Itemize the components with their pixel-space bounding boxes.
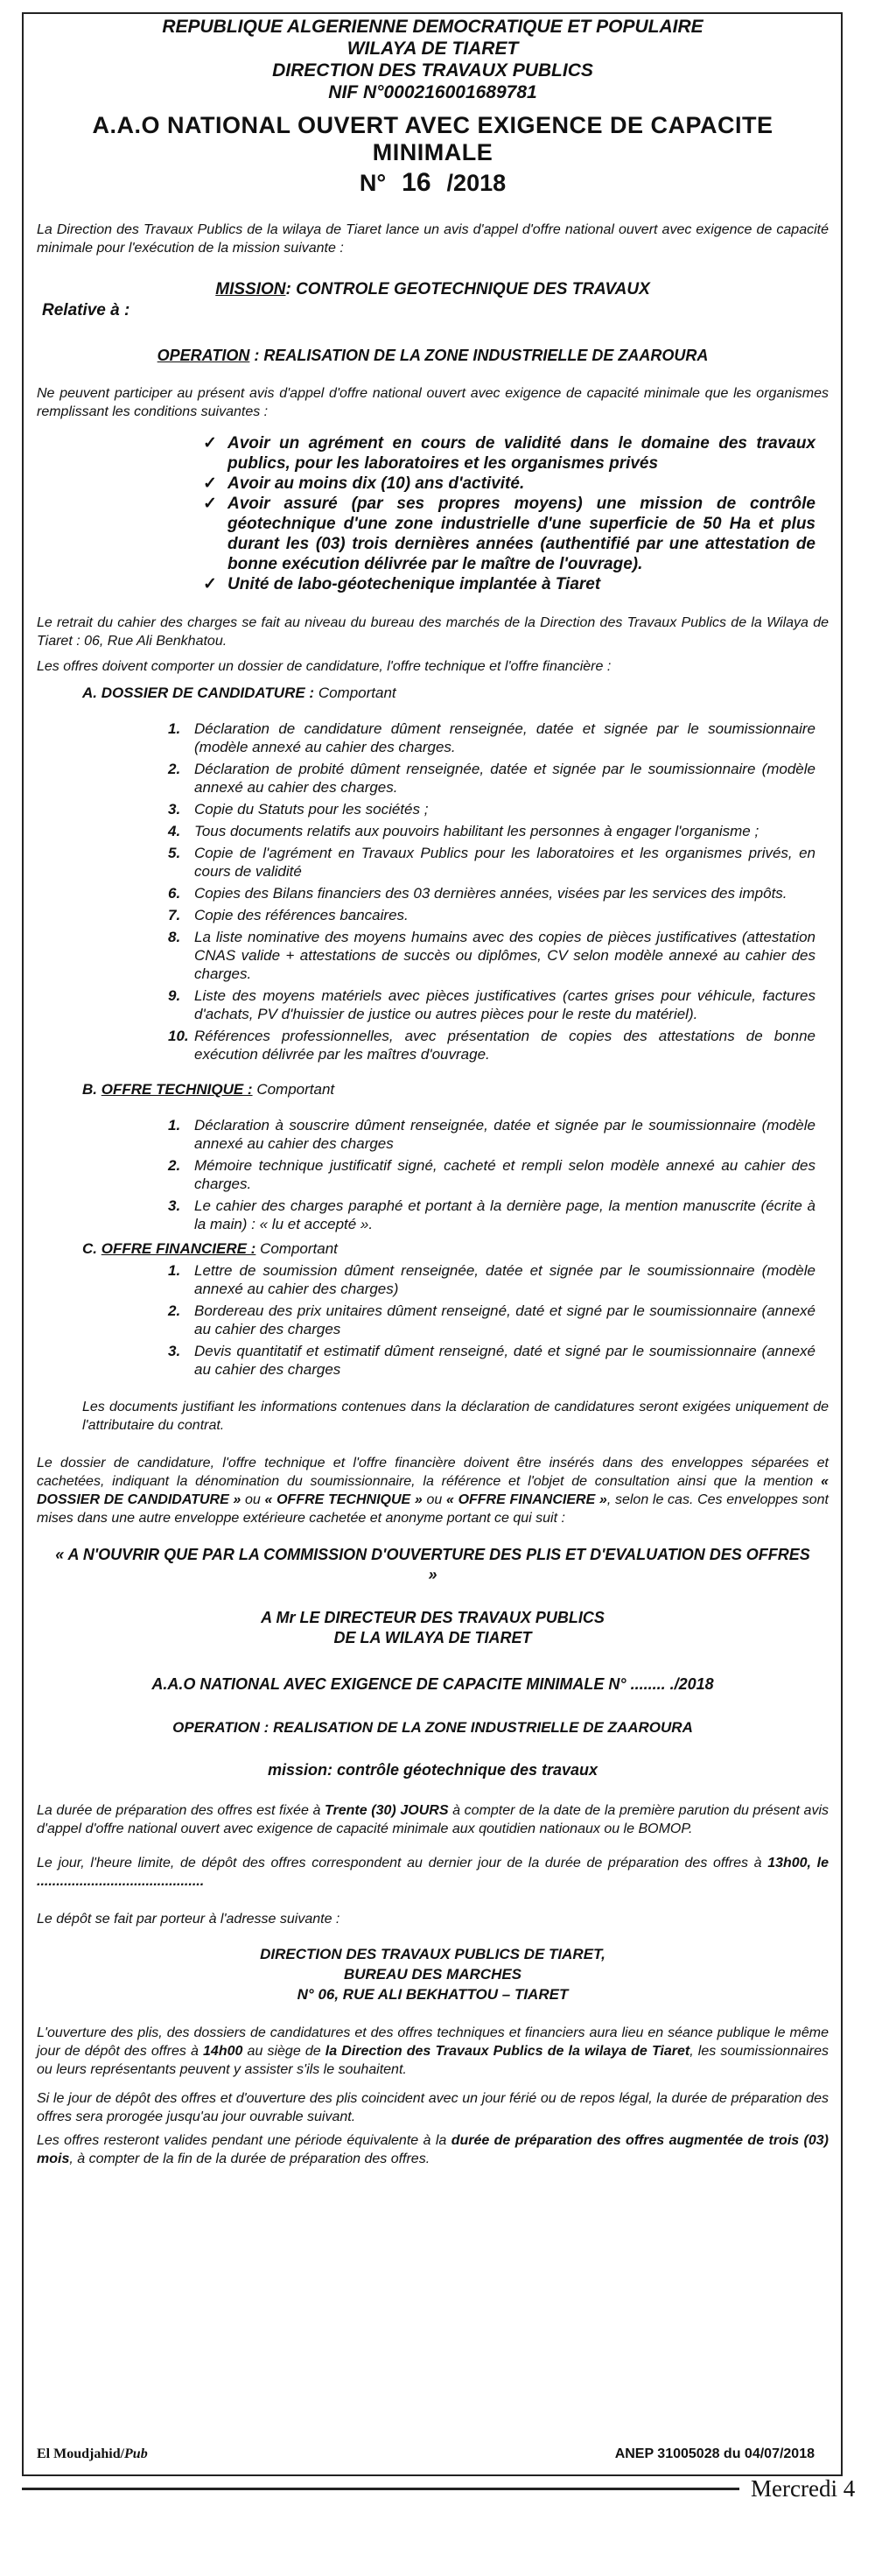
list-item: 3. Copie du Statuts pour les sociétés ; xyxy=(168,801,429,818)
ne-ouvrir-mention: « A N'OUVRIR QUE PAR LA COMMISSION D'OUVERTURE DES PLIS ET D'EVALUATION DES OFFRES » xyxy=(55,1546,810,1583)
list-item: 1. Déclaration de candidature dûment renseignée, datée et signée par le soumissionnaire (modèle annexé au cahier des charges. xyxy=(168,720,816,755)
ferie-paragraph: Si le jour de dépôt des offres et d'ouverture des plis coincident avec un jour férié ou de repos légal, la durée de préparation des offres sera prorogée jusqu'au jour ouvrable suivant. xyxy=(37,2091,829,2124)
mission-text: : CONTROLE GEOTECHNIQUE DES TRAVAUX xyxy=(285,280,650,298)
enveloppes-paragraph: Le dossier de candidature, l'offre technique et l'offre financière doivent être insérés dans des enveloppes séparées et cachetées, indiquant la dénomination du soumissionnaire, la référence et l'objet de consultation ainsi que la mention « DOSSIER DE CANDIDATURE » ou « OFFRE TECHNIQUE » ou « OFFRE FINANCIERE », selon le cas. Ces enveloppes sont mises dans une autre enveloppe extérieure cachetée et anonyme portant ce qui suit : xyxy=(37,1456,829,1526)
jour-paragraph: Le jour, l'heure limite, de dépôt des offres correspondent au dernier jour de la durée de préparation des offres à 13h00, le ........................................... xyxy=(37,1856,829,1889)
list-item: 2. Bordereau des prix unitaires dûment renseigné, daté et signé par le soumissionnaire (annexé au cahier des charges xyxy=(168,1302,816,1337)
intro-paragraph: La Direction des Travaux Publics de la wilaya de Tiaret lance un avis d'appel d'offre national ouvert avec exigence de capacité minimale pour l'exécution de la mission suivante : xyxy=(37,222,829,256)
operation-line xyxy=(37,347,829,365)
number-value: 16 xyxy=(402,168,431,197)
list-item: 1. Déclaration à souscrire dûment renseignée, datée et signée par le soumissionnaire (modèle annexé au cahier des charges xyxy=(168,1117,816,1152)
list-item: 2. Mémoire technique justificatif signé, cacheté et rempli selon modèle annexé au cahier des charges. xyxy=(168,1157,816,1192)
aao-line: A.A.O NATIONAL AVEC EXIGENCE DE CAPACITE MINIMALE N° ........ ./2018 xyxy=(151,1675,714,1693)
retrait-paragraph: Le retrait du cahier des charges se fait au niveau du bureau des marchés de la Direction des Travaux Publics de la Wilaya de Tiaret : 06, Rue Ali Benkhatou. xyxy=(37,615,829,649)
depot-paragraph: Le dépôt se fait par porteur à l'adresse suivante : xyxy=(37,1912,340,1927)
section-b-title: B. OFFRE TECHNIQUE : Comportant xyxy=(82,1081,335,1098)
list-item: 5. Copie de l'agrément en Travaux Publics pour les laboratoires et les organismes privés, en cours de validité xyxy=(168,845,816,880)
list-item: 7. Copie des références bancaires. xyxy=(168,907,409,923)
section-b-list xyxy=(168,1116,816,1233)
destinataire-line2: DE LA WILAYA DE TIARET xyxy=(333,1629,532,1646)
duree-paragraph: La durée de préparation des offres est fixée à Trente (30) JOURS à compter de la date de la première parution du présent avis d'appel d'offre national ouvert avec exigence de capacité minimale aux qoutidien nationaux ou le BOMOP. xyxy=(37,1803,830,1836)
number-suffix: /2018 xyxy=(446,170,507,196)
justif-paragraph: Les documents justifiant les informations contenues dans la déclaration de candidatures seront exigées uniquement de l'attributaire du contrat. xyxy=(82,1400,829,1433)
number-prefix: N° xyxy=(359,170,387,196)
adresse-line1: DIRECTION DES TRAVAUX PUBLICS DE TIARET, xyxy=(260,1946,606,1962)
check-icon: ✓ xyxy=(203,474,217,493)
adresse-line3: N° 06, RUE ALI BEKHATTOU – TIARET xyxy=(297,1986,569,2003)
header-wilaya: WILAYA DE TIARET xyxy=(346,39,519,59)
check-icon: ✓ xyxy=(203,495,217,513)
eligibility-paragraph: Ne peuvent participer au présent avis d'appel d'offre national ouvert avec exigence de capacité minimale que les organismes remplissant les conditions suivantes : xyxy=(37,386,829,419)
validite-paragraph: Les offres resteront valides pendant une période équivalente à la durée de préparation des offres augmentée de trois (03) mois, à compter de la fin de la durée de préparation des offres. xyxy=(37,2133,829,2166)
conditions-list xyxy=(203,433,816,594)
mission-line xyxy=(37,280,829,299)
header-nif: NIF N°000216001689781 xyxy=(328,82,537,102)
adresse-line2: BUREAU DES MARCHES xyxy=(343,1966,522,1983)
mission-label: MISSION xyxy=(215,280,286,298)
page-rule xyxy=(22,2488,739,2490)
destinataire-line1: A Mr LE DIRECTEUR DES TRAVAUX PUBLICS xyxy=(261,1609,605,1626)
list-item: 2. Déclaration de probité dûment renseignée, datée et signée par le soumissionnaire (modèle annexé au cahier des charges. xyxy=(168,761,816,796)
condition-item: ✓ Avoir un agrément en cours de validité dans le domaine des travaux publics, pour les laboratoires et les organismes privés xyxy=(203,434,816,473)
publisher-credit: El Moudjahid/Pub xyxy=(37,2446,148,2461)
relative-label: Relative à : xyxy=(42,301,130,319)
list-item: 8. La liste nominative des moyens humains avec des copies de pièces justificatives (attestation CNAS valide + attestations de succès ou diplômes, CV selon modèle annexé au cahier des charges. xyxy=(168,929,816,982)
notice-content xyxy=(37,16,829,2168)
operation-text: : REALISATION DE LA ZONE INDUSTRIELLE DE ZAAROURA xyxy=(254,347,709,364)
list-item: 1. Lettre de soumission dûment renseignée, datée et signée par le soumissionnaire (modèle annexé au cahier des charges) xyxy=(168,1262,816,1297)
condition-item: ✓ Unité de labo-géotechenique implantée à Tiaret xyxy=(203,575,601,593)
page-day: Mercredi 4 xyxy=(751,2475,856,2502)
list-item: 6. Copies des Bilans financiers des 03 dernières années, visées par les services des impôts. xyxy=(168,885,788,902)
header-republic: REPUBLIQUE ALGERIENNE DEMOCRATIQUE ET POPULAIRE xyxy=(162,17,704,37)
list-item: 3. Le cahier des charges paraphé et portant à la dernière page, la mention manuscrite (écrite à la main) : « lu et accepté ». xyxy=(168,1197,816,1232)
notice-title: A.A.O NATIONAL OUVERT AVEC EXIGENCE DE CAPACITE MINIMALE xyxy=(92,112,774,165)
list-item: 9. Liste des moyens matériels avec pièces justificatives (cartes grises pour véhicule, factures d'achats, PV d'huissier de justice ou autres pièces pour le reste du matériel). xyxy=(168,987,816,1022)
mission2-line: mission: contrôle géotechnique des travaux xyxy=(267,1761,598,1779)
check-icon: ✓ xyxy=(203,434,217,453)
anep-reference: ANEP 31005028 du 04/07/2018 xyxy=(614,2446,815,2461)
condition-item: ✓ Avoir assuré (par ses propres moyens) une mission de contrôle géotechnique d'une zone industrielle d'une superficie de 50 Ha et plus durant les (03) trois dernières années (authentifié par une attestation de bonne exécution délivrée par le maître de l'ouvrage). xyxy=(203,495,816,573)
notice-number xyxy=(37,168,829,198)
section-c-list xyxy=(168,1261,816,1379)
list-item: 4. Tous documents relatifs aux pouvoirs habilitant les personnes à engager l'organisme ; xyxy=(168,823,760,839)
check-icon: ✓ xyxy=(203,575,217,593)
offres-intro: Les offres doivent comporter un dossier de candidature, l'offre technique et l'offre financière : xyxy=(37,659,612,674)
section-a-list xyxy=(168,719,816,1063)
list-item: 3. Devis quantitatif et estimatif dûment renseigné, daté et signé par le soumissionnaire (annexé au cahier des charges xyxy=(168,1343,816,1378)
section-c-title: C. OFFRE FINANCIERE : Comportant xyxy=(82,1240,338,1257)
header-direction: DIRECTION DES TRAVAUX PUBLICS xyxy=(272,60,593,81)
section-a-title: A. DOSSIER DE CANDIDATURE : Comportant xyxy=(82,684,396,701)
operation2-line: OPERATION : REALISATION DE LA ZONE INDUSTRIELLE DE ZAAROURA xyxy=(172,1719,693,1736)
list-item: 10. Références professionnelles, avec présentation de copies des attestations de bonne exécution délivrée par les maîtres d'ouvrage. xyxy=(168,1028,816,1063)
ouverture-paragraph: L'ouverture des plis, des dossiers de candidatures et des offres techniques et financiers aura lieu en séance publique le même jour de dépôt des offres à 14h00 au siège de la Direction des Travaux Publics de la wilaya de Tiaret, les soumissionnaires ou leurs représentants peuvent y assister s'ils le souhaitent. xyxy=(37,2025,830,2077)
operation-label: OPERATION xyxy=(157,347,250,364)
condition-item: ✓ Avoir au moins dix (10) ans d'activité. xyxy=(203,474,525,493)
